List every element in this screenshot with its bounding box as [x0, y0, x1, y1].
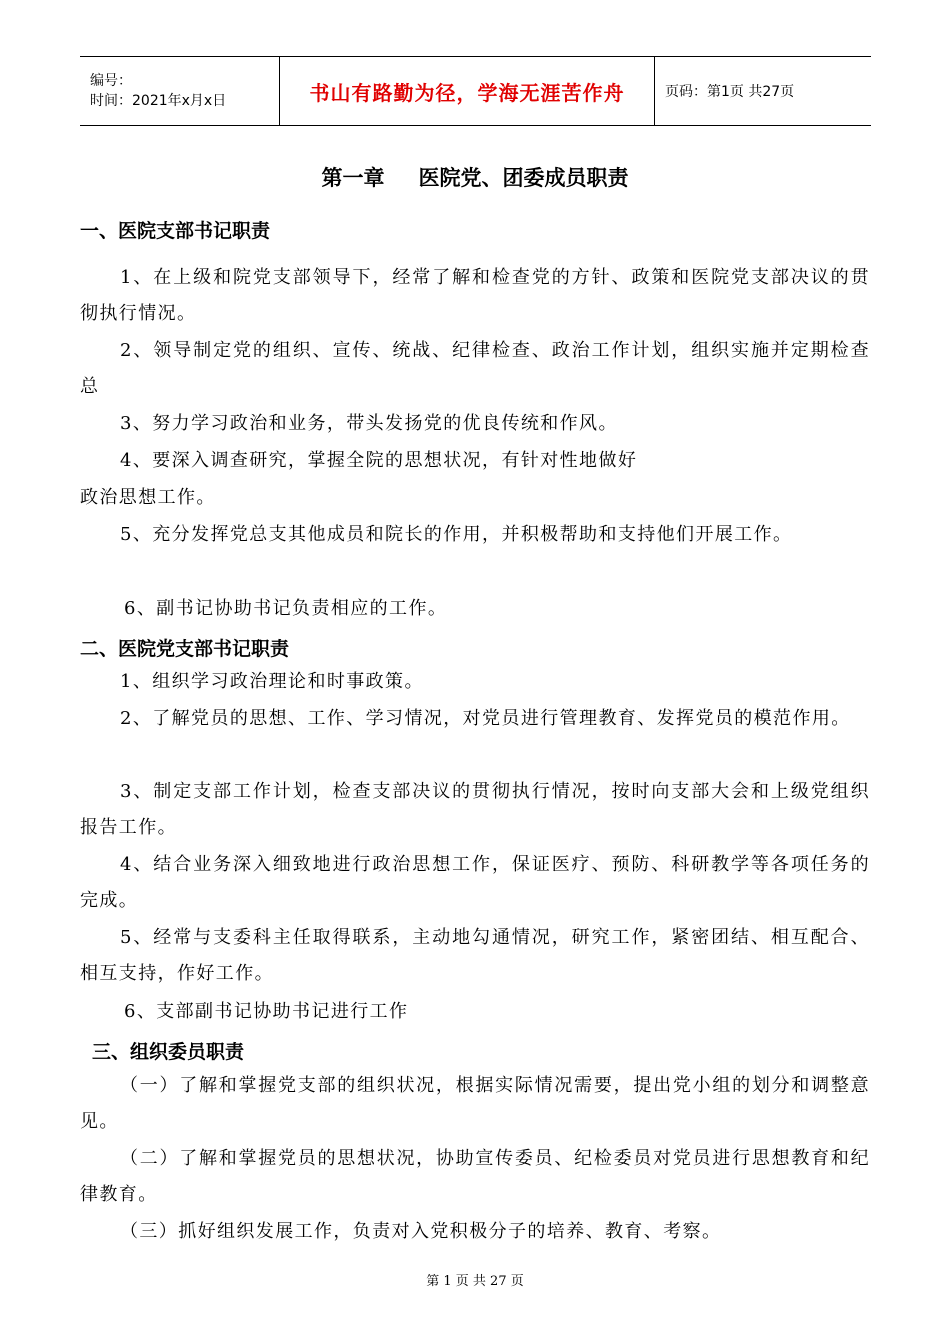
- section-3-item-2: （二）了解和掌握党员的思想状况，协助宣传委员、纪检委员对党员进行思想教育和纪律教育。: [80, 1148, 870, 1205]
- chapter-number: 第一章: [321, 166, 385, 190]
- section-1-item-2: 2、领导制定党的组织、宣传、统战、纪律检查、政治工作计划，组织实施并定期检查总: [80, 340, 870, 397]
- section-3-title: 三、组织委员职责: [92, 1041, 245, 1063]
- page-footer: 第 1 页 共 27 页: [426, 1274, 524, 1289]
- header-page-label: 页码：第1页 共27页: [665, 84, 795, 100]
- section-1-item-3: 3、努力学习政治和业务，带头发扬党的优良传统和作风。: [120, 413, 618, 434]
- section-1-item-6: 6、副书记协助书记负责相应的工作。: [124, 598, 448, 619]
- section-3-item-1: （一）了解和掌握党支部的组织状况，根据实际情况需要，提出党小组的划分和调整意见。: [80, 1075, 870, 1132]
- header-number-label: 编号：: [90, 73, 132, 89]
- section-2-item-4: 4、结合业务深入细致地进行政治思想工作，保证医疗、预防、科研教学等各项任务的完成。: [80, 854, 870, 911]
- header-motto-cell: [280, 57, 655, 125]
- section-1-item-4: 4、要深入调查研究，掌握全院的思想状况，有针对性地做好: [120, 450, 638, 471]
- header-motto: 书山有路勤为径，学海无涯苦作舟: [309, 80, 625, 105]
- header-page-cell: [655, 57, 871, 125]
- section-1-item-5: 5、充分发挥党总支其他成员和院长的作用，并积极帮助和支持他们开展工作。: [120, 524, 793, 545]
- section-1-item-1: 1、在上级和院党支部领导下，经常了解和检查党的方针、政策和医院党支部决议的贯彻执行情况。: [80, 267, 870, 324]
- chapter-title: [0, 162, 950, 192]
- chapter-name: 医院党、团委成员职责: [418, 166, 629, 190]
- section-2-item-1: 1、组织学习政治理论和时事政策。: [120, 671, 424, 692]
- section-2-item-6: 6、支部副书记协助书记进行工作: [124, 1001, 409, 1022]
- section-1-item-4-cont: 政治思想工作。: [80, 487, 216, 508]
- section-2-item-2: 2、了解党员的思想、工作、学习情况，对党员进行管理教育、发挥党员的模范作用。: [120, 708, 851, 729]
- section-2-title: 二、医院党支部书记职责: [80, 638, 290, 660]
- section-3-item-3: （三）抓好组织发展工作，负责对入党积极分子的培养、教育、考察。: [120, 1221, 722, 1242]
- header-time-label: 时间：2021年x月x日: [90, 93, 227, 109]
- section-2-item-5: 5、经常与支委科主任取得联系，主动地勾通情况，研究工作，紧密团结、相互配合、相互支持，作好工作。: [80, 927, 870, 984]
- header-meta-cell: [80, 57, 280, 125]
- section-1-title: 一、医院支部书记职责: [80, 220, 271, 242]
- document-header-table: [80, 56, 871, 126]
- section-2-item-3: 3、制定支部工作计划，检查支部决议的贯彻执行情况，按时向支部大会和上级党组织报告工作。: [80, 781, 870, 838]
